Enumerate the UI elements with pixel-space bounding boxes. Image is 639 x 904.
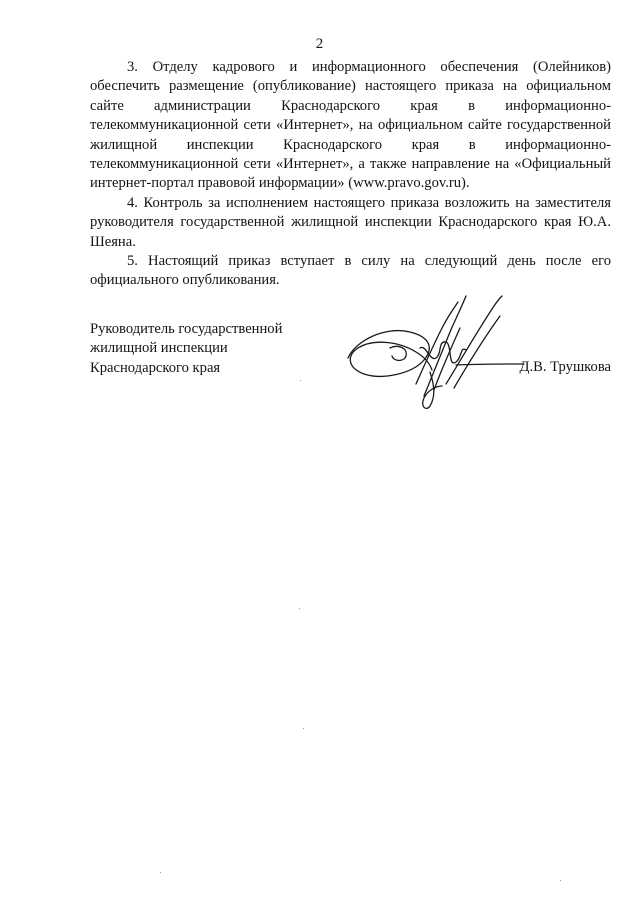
paragraph-3: 3. Отделу кадрового и информационного обеспечения (Олейников) обеспечить размещение (опубликование) настоящего приказа на официальном сайте администрации Краснодарского края в информационно-телекоммуникационной сети «Интернет», на официальном сайте государственной жилищной инспекции Краснодарского края в информационно-телекоммуникационной сети «Интернет», а также направление на «Официальный интернет-портал правовой информации» (www.pravo.gov.ru). bbox=[90, 59, 611, 192]
scan-speck bbox=[300, 380, 301, 381]
document-body bbox=[90, 58, 611, 291]
scan-speck bbox=[560, 880, 561, 881]
paragraph-4: 4. Контроль за исполнением настоящего приказа возложить на заместителя руководителя государственной жилищной инспекции Краснодарского края Ю.А. Шеяна. bbox=[90, 194, 611, 250]
paragraph-5: 5. Настоящий приказ вступает в силу на следующий день после его официального опубликования. bbox=[90, 253, 611, 289]
position-line: Краснодарского края bbox=[90, 359, 221, 376]
position-line: жилищной инспекции bbox=[90, 340, 228, 357]
page-number: 2 bbox=[315, 36, 324, 52]
scan-speck bbox=[303, 728, 304, 729]
handwritten-signature-icon bbox=[338, 288, 538, 418]
scan-speck bbox=[299, 608, 300, 609]
signatory-name: Д.В. Трушкова bbox=[519, 359, 611, 375]
scan-speck bbox=[160, 872, 161, 873]
signatory-position bbox=[90, 320, 320, 378]
position-line: Руководитель государственной bbox=[90, 321, 283, 337]
